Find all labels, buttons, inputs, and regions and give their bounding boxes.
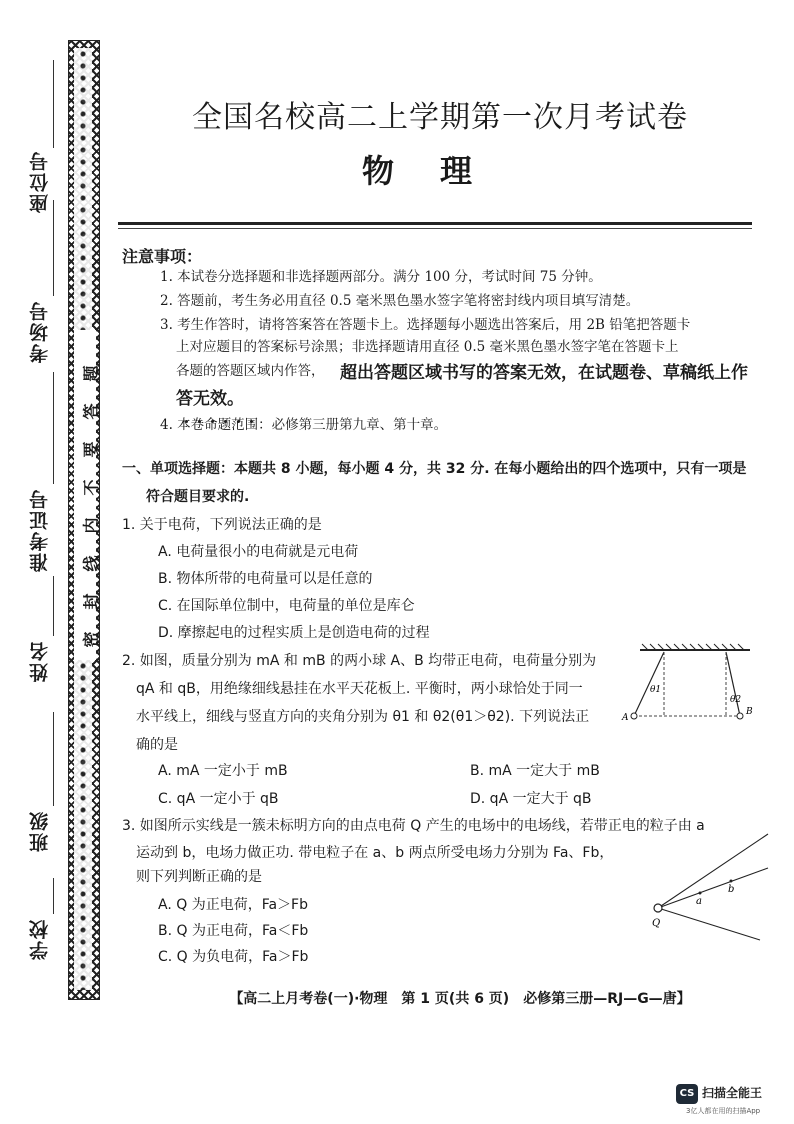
q2-option-a: A. mA 一定小于 mB [158,763,288,779]
q2-figure [620,640,770,730]
seat-number-line [53,60,54,148]
point-b [730,880,733,883]
header-rule [118,222,752,225]
q2-option-d: D. qA 一定大于 qB [470,791,592,807]
label-b: b [728,884,735,895]
seal-char: 要 [81,441,101,458]
notice-item-3: 3. 考生作答时，请将答案答在答题卡上。选择题每小题选出答案后，用 2B 铅笔把答题卡 [160,317,691,333]
notice-item-3-cont: 上对应题目的答案标号涂黑；非选择题请用直径 0.5 毫米黑色墨水签字笔在答题卡上 [176,339,679,355]
class-label: 班级 [29,810,51,852]
notice-item-3-cont2: 各题的答题区域内作答， [176,363,325,379]
q3-line-3: 则下列判断正确的是 [136,869,262,885]
label-b: B [746,707,753,717]
field-line-3 [658,908,760,940]
scanner-logo-icon: CS [676,1084,698,1104]
seal-char: 不 [81,479,101,496]
name-label: 姓名 [29,640,51,682]
q3-option-a: A. Q 为正电荷，Fa＞Fb [158,897,308,913]
label-a: A [622,713,629,723]
class-line [53,712,54,806]
q1-option-c: C. 在国际单位制中，电荷量的单位是库仑 [158,598,415,614]
q3-line-2: 运动到 b，电场力做正功. 带电粒子在 a、b 两点所受电场力分别为 Fa、Fb， [136,845,614,861]
notice-item-1: 1. 本试卷分选择题和非选择题两部分。满分 100 分，考试时间 75 分钟。 [160,269,602,285]
subject-title: 物理 [361,152,518,190]
notice-item-2: 2. 答题前，考生务必用直径 0.5 毫米黑色墨水签字笔将密封线内项目填写清楚。 [160,293,640,309]
exam-title: 全国名校高二上学期第一次月考试卷 [192,100,688,135]
seal-char: 密 [81,631,101,648]
ball-b [737,713,743,719]
notice-emphasis-cont: 答无效。 [176,389,244,409]
notice-item-4: 4. 本卷命题范围：必修第三册第九章、第十章。 [160,417,448,433]
ball-a [631,713,637,719]
q2-line-2: qA 和 qB，用绝缘细线悬挂在水平天花板上. 平衡时，两小球恰处于同一 [136,681,583,697]
seal-char: 题 [81,365,101,382]
section-1-heading: 一、单项选择题：本题共 8 小题，每小题 4 分，共 32 分. 在每小题给出的四个选项中，只有一项是 [122,461,747,477]
q2-option-b: B. mA 一定大于 mB [470,763,600,779]
section-1-heading-cont: 符合题目要求的. [146,489,250,505]
notice-heading: 注意事项： [122,247,203,266]
thread-b [726,652,740,716]
exam-room-label: 考场号 [29,300,51,363]
q1-option-d: D. 摩擦起电的过程实质上是创造电荷的过程 [158,625,430,641]
q1-option-b: B. 物体所带的电荷量可以是任意的 [158,571,373,587]
seal-char: 内 [81,517,101,534]
q2-line-1: 2. 如图，质量分别为 mA 和 mB 的两小球 A、B 均带正电荷，电荷量分别为 [122,653,597,669]
school-line [53,878,54,914]
label-q: Q [652,918,661,929]
admission-number-line [53,372,54,484]
school-label: 学校 [29,918,51,960]
name-line [53,576,54,636]
charge-q [654,904,662,912]
exam-room-line [53,200,54,296]
scanner-app-name: 扫描全能王 [702,1086,763,1100]
q2-line-4: 确的是 [136,737,178,753]
seal-char: 线 [81,555,101,572]
q1-option-a: A. 电荷量很小的电荷就是元电荷 [158,544,359,560]
q3-option-c: C. Q 为负电荷，Fa＞Fb [158,949,309,965]
q1-stem: 1. 关于电荷，下列说法正确的是 [122,517,322,533]
field-line-2 [658,868,768,908]
q2-option-c: C. qA 一定小于 qB [158,791,279,807]
field-line-1 [658,834,768,908]
scanner-app-tagline: 3亿人都在用的扫描App [686,1107,761,1115]
admission-number-label: 准考证号 [29,488,51,572]
q3-line-1: 3. 如图所示实线是一簇未标明方向的由点电荷 Q 产生的电场中的电场线，若带正电的粒子由 a [122,818,705,834]
seat-number-label: 座位号 [29,150,51,213]
seal-char: 答 [81,403,101,420]
theta2-label: θ2 [730,695,742,705]
header-rule-thin [118,228,752,229]
q3-figure [640,828,774,948]
q2-line-3: 水平线上，细线与竖直方向的夹角分别为 θ1 和 θ2(θ1＞θ2). 下列说法正 [136,709,590,725]
seal-char: 封 [81,593,101,610]
theta1-label: θ1 [650,685,662,695]
page-footer: 【高二上月考卷(一)·物理 第 1 页(共 6 页) 必修第三册—RJ—G—唐】 [229,991,691,1007]
notice-emphasis: 超出答题区域书写的答案无效，在试题卷、草稿纸上作 [340,363,748,383]
label-a: a [696,896,702,907]
thread-a [634,652,664,716]
point-a [699,892,702,895]
q3-option-b: B. Q 为正电荷，Fa＜Fb [158,923,309,939]
